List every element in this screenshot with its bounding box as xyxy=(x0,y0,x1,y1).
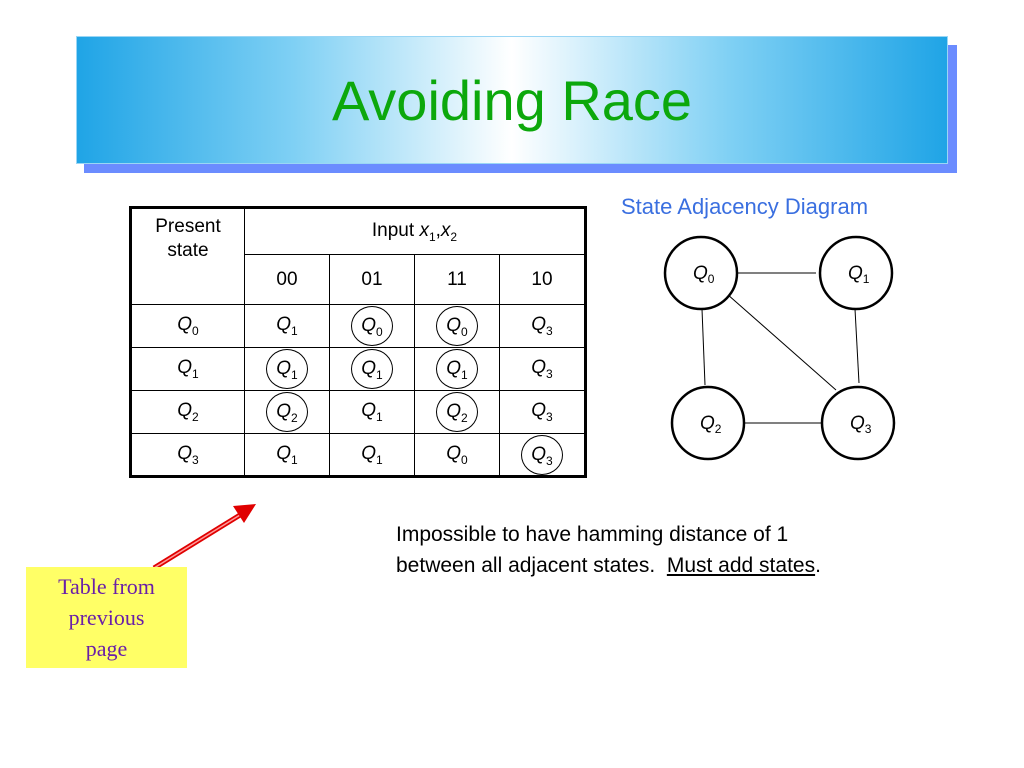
state-node xyxy=(672,387,744,459)
stable-state-circle xyxy=(436,392,478,432)
next-state-letter: Q xyxy=(361,358,377,379)
next-state-cell xyxy=(500,434,586,477)
next-state-index: 3 xyxy=(546,453,553,468)
next-state-index: 2 xyxy=(461,410,468,425)
input-header: Input $x_1,x_2$ xyxy=(245,208,586,255)
table-row xyxy=(131,348,586,391)
state-letter: Q xyxy=(177,357,193,379)
next-state-cell xyxy=(415,434,500,477)
note-end: . xyxy=(815,554,821,577)
callout-line3: page xyxy=(85,636,128,661)
next-state-index: 1 xyxy=(376,452,383,467)
state-node-label: $Q_1$ xyxy=(848,263,870,286)
next-state-index: 1 xyxy=(291,452,298,467)
next-state-index: 0 xyxy=(376,324,383,339)
next-state-index: 1 xyxy=(291,367,298,382)
next-state-letter: Q xyxy=(446,315,462,336)
table-row xyxy=(131,391,586,434)
next-state-letter: Q xyxy=(361,442,377,464)
next-state-cell xyxy=(500,391,586,434)
next-state-letter: Q xyxy=(446,358,462,379)
next-state-letter: Q xyxy=(361,400,377,422)
present-header-line1: Present xyxy=(155,216,221,237)
next-state-index: 1 xyxy=(376,367,383,382)
next-state-letter: Q xyxy=(361,315,377,336)
state-index: 3 xyxy=(192,452,199,467)
next-state-cell xyxy=(330,391,415,434)
state-node-label: $Q_0$ xyxy=(693,263,715,286)
next-state-index: 1 xyxy=(376,409,383,424)
present-state-cell xyxy=(131,305,245,348)
next-state-cell xyxy=(245,391,330,434)
stable-state-circle xyxy=(436,349,478,389)
state-node xyxy=(820,237,892,309)
callout-line1: Table from xyxy=(58,574,155,599)
present-state-header xyxy=(131,208,245,305)
state-letter: Q xyxy=(177,442,193,464)
next-state-index: 1 xyxy=(461,367,468,382)
column-header: 10 xyxy=(500,255,586,305)
next-state-letter: Q xyxy=(276,358,292,379)
stable-state-circle xyxy=(351,306,393,346)
next-state-cell xyxy=(245,305,330,348)
stable-state-circle xyxy=(351,349,393,389)
present-header-line2: state xyxy=(167,240,209,261)
slide-title: Avoiding Race xyxy=(331,68,693,132)
state-node-label: $Q_3$ xyxy=(850,413,872,436)
next-state-cell xyxy=(330,348,415,391)
diagram-title: State Adjacency Diagram xyxy=(621,194,869,219)
note-line1: Impossible to have hamming distance of 1 xyxy=(396,523,789,546)
next-state-letter: Q xyxy=(531,357,547,379)
edge-q0-q3 xyxy=(727,294,836,390)
state-index: 2 xyxy=(192,409,199,424)
next-state-letter: Q xyxy=(276,314,292,336)
note-underlined: Must add states xyxy=(666,554,816,577)
state-letter: Q xyxy=(177,400,193,422)
table-row xyxy=(131,305,586,348)
next-state-index: 0 xyxy=(461,452,468,467)
note-line2: between all adjacent states. xyxy=(396,554,667,577)
input-var-x2-sub: 2 xyxy=(450,229,458,244)
callout-box xyxy=(26,567,187,668)
state-adjacency-diagram xyxy=(650,230,910,466)
state-node-label: $Q_2$ xyxy=(700,413,722,436)
next-state-index: 3 xyxy=(546,366,553,381)
next-state-index: 1 xyxy=(291,323,298,338)
state-node xyxy=(822,387,894,459)
next-state-letter: Q xyxy=(446,401,462,422)
input-var-x2: x xyxy=(440,219,451,241)
next-state-letter: Q xyxy=(276,401,292,422)
input-header-label: Input xyxy=(371,219,420,241)
next-state-letter: Q xyxy=(276,442,292,464)
next-state-index: 3 xyxy=(546,323,553,338)
next-state-letter: Q xyxy=(446,442,462,464)
present-state-cell xyxy=(131,434,245,477)
column-header: 01 xyxy=(330,255,415,305)
state-node xyxy=(665,237,737,309)
callout-line2: previous xyxy=(68,605,145,630)
column-header: 11 xyxy=(415,255,500,305)
edge-q0-q2 xyxy=(702,309,705,385)
arrow-highlight xyxy=(154,515,240,568)
table-row xyxy=(131,434,586,477)
next-state-index: 3 xyxy=(546,409,553,424)
next-state-cell xyxy=(330,305,415,348)
state-letter: Q xyxy=(177,314,193,336)
next-state-cell xyxy=(245,348,330,391)
next-state-cell xyxy=(245,434,330,477)
present-state-cell xyxy=(131,391,245,434)
next-state-letter: Q xyxy=(531,443,547,465)
next-state-letter: Q xyxy=(531,314,547,336)
arrow-icon xyxy=(140,495,270,575)
present-state-cell xyxy=(131,348,245,391)
column-header: 00 xyxy=(245,255,330,305)
arrow-head xyxy=(233,504,256,523)
stable-state-circle xyxy=(266,392,308,432)
input-var-x1-sub: 1 xyxy=(428,229,436,244)
state-table xyxy=(129,206,587,478)
stable-state-circle xyxy=(521,435,563,475)
next-state-index: 2 xyxy=(291,410,298,425)
next-state-cell xyxy=(500,348,586,391)
note-text xyxy=(396,519,956,581)
next-state-cell xyxy=(415,305,500,348)
title-banner xyxy=(76,36,948,164)
stable-state-circle xyxy=(266,349,308,389)
stable-state-circle xyxy=(436,306,478,346)
next-state-cell xyxy=(415,391,500,434)
state-index: 1 xyxy=(192,366,199,381)
next-state-index: 0 xyxy=(461,324,468,339)
input-var-x1: x xyxy=(419,219,429,241)
state-index: 0 xyxy=(192,323,199,338)
next-state-letter: Q xyxy=(531,400,547,422)
edge-q1-q3 xyxy=(855,309,859,383)
next-state-cell xyxy=(500,305,586,348)
next-state-cell xyxy=(330,434,415,477)
next-state-cell xyxy=(415,348,500,391)
